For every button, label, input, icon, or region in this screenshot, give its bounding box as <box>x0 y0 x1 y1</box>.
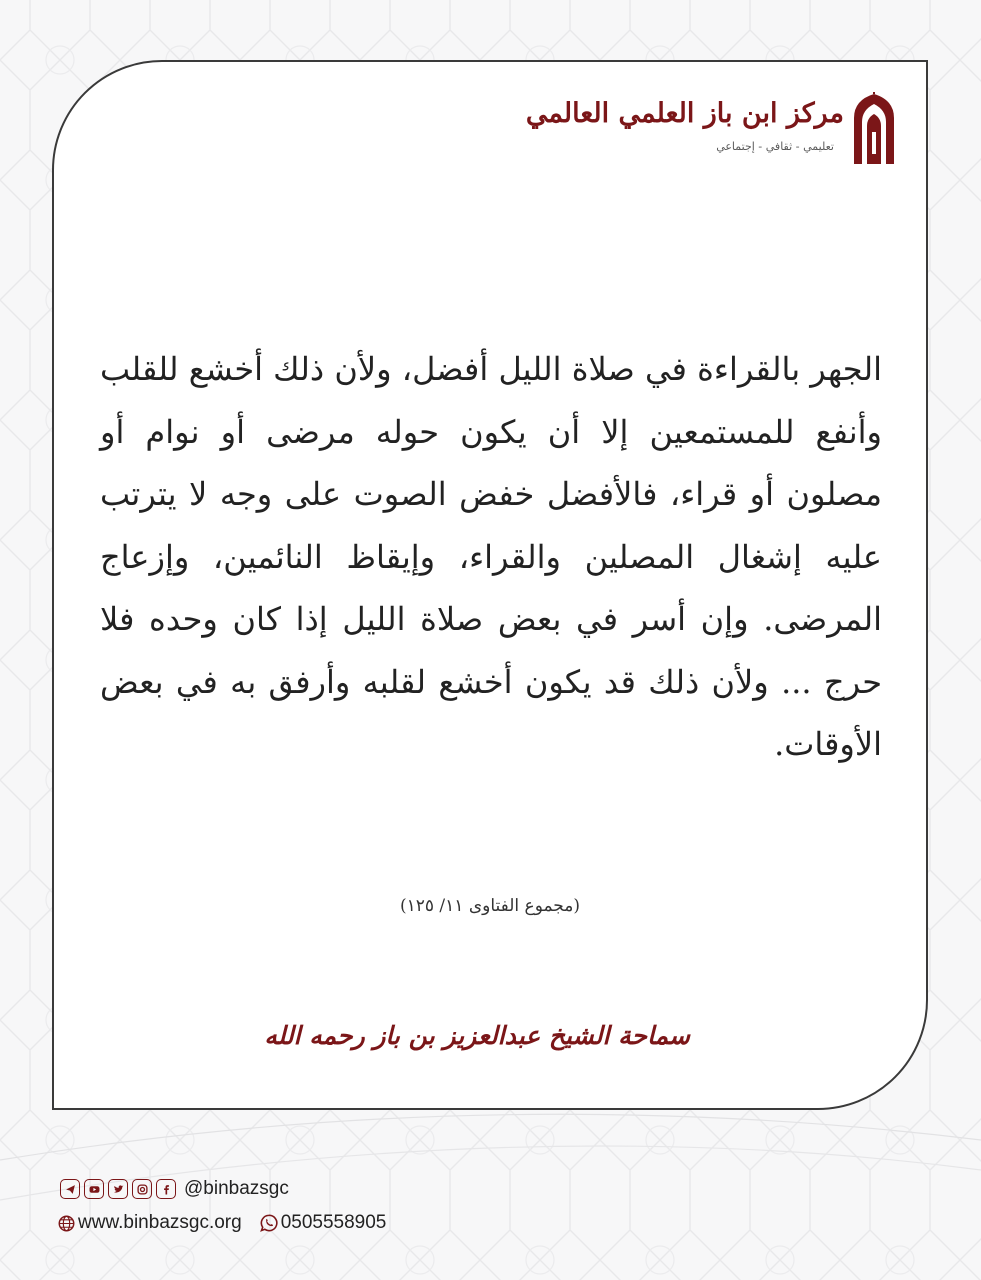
author-signature: سماحة الشيخ عبدالعزيز بن باز رحمه الله <box>264 1021 690 1050</box>
globe-icon <box>58 1215 75 1232</box>
twitter-icon[interactable] <box>108 1179 128 1199</box>
quote-citation: (مجموع الفتاوى ١١/ ١٢٥) <box>399 896 581 916</box>
brand-tagline: تعليمي - ثقافي - إجتماعي <box>716 140 834 153</box>
instagram-icon[interactable] <box>132 1179 152 1199</box>
youtube-icon[interactable] <box>84 1179 104 1199</box>
social-links <box>60 1176 289 1202</box>
social-handle[interactable]: @binbazsgc <box>184 1178 289 1199</box>
brand-logo <box>525 92 896 172</box>
telegram-icon[interactable] <box>60 1179 80 1199</box>
brand-name: مركز ابن باز العلمي العالمي <box>525 98 844 129</box>
phone-number[interactable]: 0505558905 <box>280 1212 387 1233</box>
whatsapp-icon <box>260 1214 278 1232</box>
quote-text: الجهر بالقراءة في صلاة الليل أفضل، ولأن ذلك أخشع للقلب وأنفع للمستمعين إلا أن يكون حوله مرضى أو نوام أو مصلون أو قراء، فالأفضل خفض الصوت على وجه لا يترتب عليه إشغال المصلين والقراء، وإيقاظ النائمين، وإزعاج المرضى. وإن أسر في بعض صلاة الليل إذا كان وحده فلا حرج ... ولأن ذلك قد يكون أخشع لقلبه وأرفق به في بعض الأوقات. <box>100 350 883 763</box>
facebook-icon[interactable] <box>156 1179 176 1199</box>
mosque-arch-icon <box>852 92 896 164</box>
website-link[interactable]: www.binbazsgc.org <box>78 1212 242 1233</box>
contact-info <box>58 1210 386 1236</box>
